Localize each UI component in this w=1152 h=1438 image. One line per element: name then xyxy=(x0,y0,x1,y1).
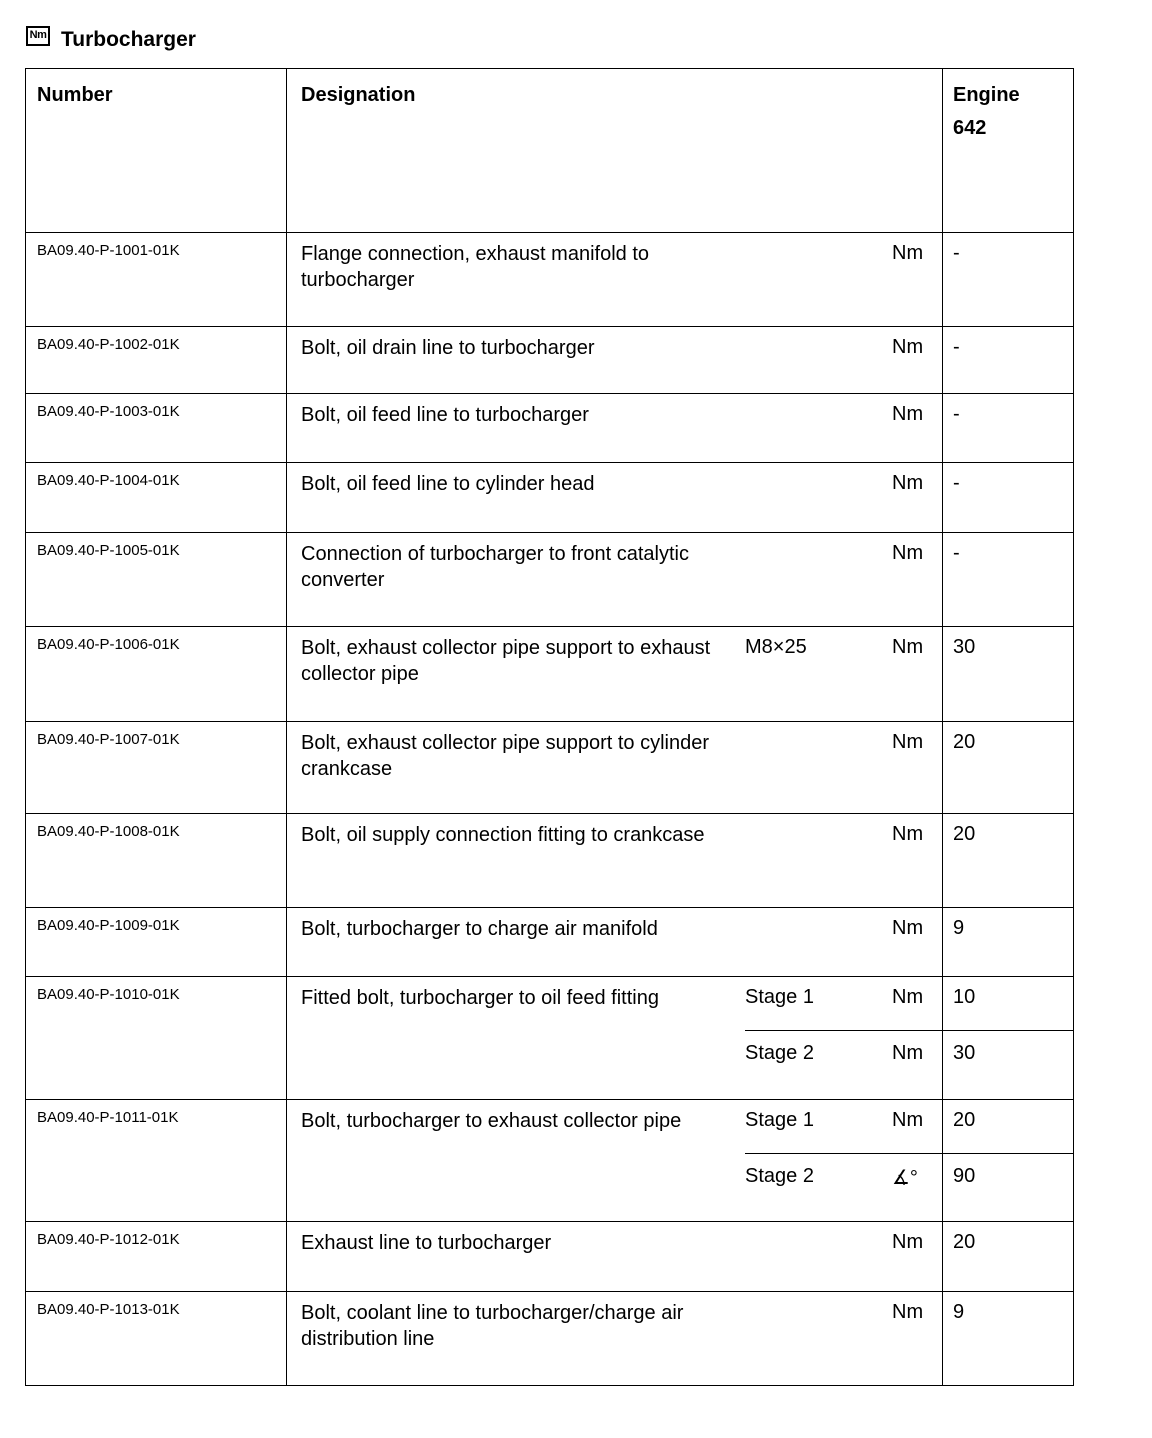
engine-642-value: 9 xyxy=(953,917,965,939)
engine-642-value: 90 xyxy=(953,1165,976,1187)
torque-table xyxy=(25,68,1074,1386)
row-number: BA09.40-P-1012-01K xyxy=(37,1231,180,1248)
row-number: BA09.40-P-1001-01K xyxy=(37,242,180,259)
row-designation: Bolt, turbocharger to exhaust collector pipe xyxy=(301,1110,682,1132)
engine-642-value: - xyxy=(953,403,960,425)
row-spec: Stage 2 xyxy=(745,1165,814,1187)
engine-642-value: 20 xyxy=(953,731,976,753)
unit-nm: Nm xyxy=(892,731,924,753)
page-title: Turbocharger xyxy=(61,28,196,51)
row-divider xyxy=(26,232,1073,233)
torque-nm-icon: Nm xyxy=(26,26,50,46)
row-divider xyxy=(26,721,1073,722)
unit-nm: Nm xyxy=(892,1231,924,1253)
engine-642-value: 30 xyxy=(953,1042,976,1064)
row-designation: Exhaust line to turbocharger xyxy=(301,1232,552,1254)
unit-nm: Nm xyxy=(892,403,924,425)
row-designation: Bolt, oil feed line to cylinder head xyxy=(301,473,595,495)
unit-nm: Nm xyxy=(892,986,924,1008)
header-engine-model: 642 xyxy=(953,117,987,139)
unit-nm: Nm xyxy=(892,242,924,264)
row-number: BA09.40-P-1002-01K xyxy=(37,336,180,353)
unit-nm: Nm xyxy=(892,1042,924,1064)
unit-nm: Nm xyxy=(892,1109,924,1131)
row-designation: Bolt, oil supply connection fitting to crankcase xyxy=(301,824,705,846)
row-spec: M8×25 xyxy=(745,636,807,658)
row-number: BA09.40-P-1011-01K xyxy=(37,1109,179,1126)
engine-642-value: 20 xyxy=(953,1109,976,1131)
unit-nm: Nm xyxy=(892,1301,924,1323)
row-designation: Connection of turbocharger to front catalytic converter xyxy=(301,543,689,591)
header-engine: Engine xyxy=(953,84,1020,106)
row-designation: Bolt, oil feed line to turbocharger xyxy=(301,404,589,426)
row-divider xyxy=(26,1099,1073,1100)
row-designation: Bolt, exhaust collector pipe support to cylinder crankcase xyxy=(301,732,709,780)
engine-642-value: 20 xyxy=(953,1231,976,1253)
unit-nm: Nm xyxy=(892,823,924,845)
row-divider xyxy=(26,813,1073,814)
engine-642-value: 20 xyxy=(953,823,976,845)
row-spec: Stage 2 xyxy=(745,1042,814,1064)
row-divider xyxy=(26,532,1073,533)
header-designation: Designation xyxy=(301,84,416,106)
column-divider xyxy=(942,69,943,1385)
engine-642-value: - xyxy=(953,472,960,494)
engine-642-value: 10 xyxy=(953,986,976,1008)
header-number: Number xyxy=(37,84,113,106)
row-number: BA09.40-P-1013-01K xyxy=(37,1301,180,1318)
row-number: BA09.40-P-1008-01K xyxy=(37,823,180,840)
row-divider xyxy=(26,393,1073,394)
row-divider xyxy=(26,326,1073,327)
row-designation: Bolt, exhaust collector pipe support to exhaust collector pipe xyxy=(301,637,711,685)
row-spec: Stage 1 xyxy=(745,1109,814,1131)
row-number: BA09.40-P-1007-01K xyxy=(37,731,180,748)
row-designation: Bolt, coolant line to turbocharger/charge air distribution line xyxy=(301,1302,684,1350)
unit-nm: Nm xyxy=(892,336,924,358)
engine-642-value: - xyxy=(953,242,960,264)
row-designation: Bolt, turbocharger to charge air manifold xyxy=(301,918,658,940)
row-divider xyxy=(26,976,1073,977)
row-divider xyxy=(26,626,1073,627)
unit-nm: Nm xyxy=(892,636,924,658)
unit-nm: Nm xyxy=(892,542,924,564)
unit-angle-icon: ∡° xyxy=(892,1167,918,1189)
row-divider xyxy=(26,1221,1073,1222)
unit-nm: Nm xyxy=(892,917,924,939)
stage-divider xyxy=(745,1030,1073,1031)
row-number: BA09.40-P-1006-01K xyxy=(37,636,180,653)
engine-642-value: 30 xyxy=(953,636,976,658)
row-divider xyxy=(26,907,1073,908)
unit-nm: Nm xyxy=(892,472,924,494)
engine-642-value: - xyxy=(953,542,960,564)
row-number: BA09.40-P-1004-01K xyxy=(37,472,180,489)
row-divider xyxy=(26,462,1073,463)
row-number: BA09.40-P-1005-01K xyxy=(37,542,180,559)
column-divider xyxy=(286,69,287,1385)
engine-642-value: - xyxy=(953,336,960,358)
stage-divider xyxy=(745,1153,1073,1154)
row-divider xyxy=(26,1291,1073,1292)
row-designation: Bolt, oil drain line to turbocharger xyxy=(301,337,595,359)
row-designation: Fitted bolt, turbocharger to oil feed fitting xyxy=(301,987,659,1009)
row-number: BA09.40-P-1009-01K xyxy=(37,917,180,934)
row-spec: Stage 1 xyxy=(745,986,814,1008)
row-number: BA09.40-P-1003-01K xyxy=(37,403,180,420)
engine-642-value: 9 xyxy=(953,1301,965,1323)
row-number: BA09.40-P-1010-01K xyxy=(37,986,180,1003)
row-designation: Flange connection, exhaust manifold to turbocharger xyxy=(301,243,649,291)
